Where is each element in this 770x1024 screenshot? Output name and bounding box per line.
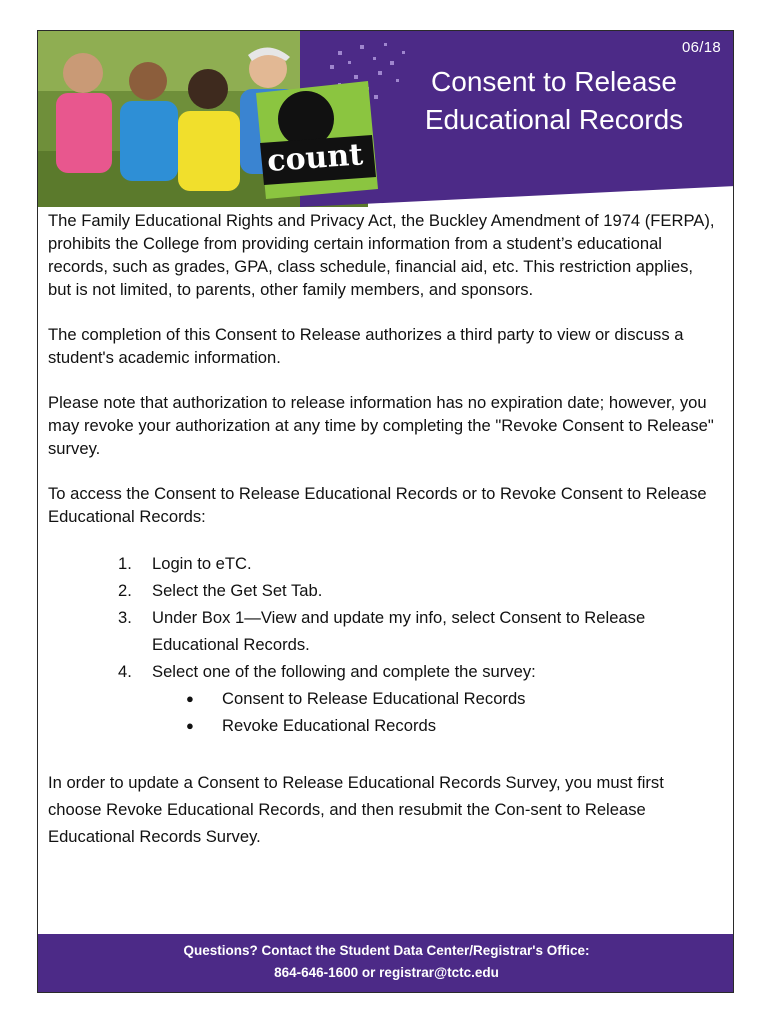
steps-list xyxy=(48,550,718,685)
step-item xyxy=(48,604,718,658)
update-note: In order to update a Consent to Release Educational Records Survey, you must first choose Revoke Educational Records, and then resubmit the Con-sent to Release Educational Records Survey. xyxy=(48,773,664,846)
step-text: Select one of the following and complete the survey: xyxy=(152,662,536,681)
bullet-icon: ● xyxy=(186,691,194,706)
third-party-paragraph: The completion of this Consent to Release authorizes a third party to view or discuss a student's academic information. xyxy=(48,325,684,367)
option-text: Consent to Release Educational Records xyxy=(222,689,526,708)
step-item xyxy=(48,658,718,685)
document-date: 06/18 xyxy=(681,39,721,56)
title-line-1: Consent to Release xyxy=(431,66,677,97)
step-number: 2. xyxy=(118,581,132,600)
step-number: 4. xyxy=(118,662,132,681)
survey-options-list xyxy=(48,685,718,739)
footer-line-1: Questions? Contact the Student Data Center/Registrar's Office: xyxy=(183,943,590,958)
step-number: 1. xyxy=(118,554,132,573)
bullet-icon: ● xyxy=(186,718,194,733)
option-item xyxy=(48,685,718,712)
step-item xyxy=(48,550,718,577)
expiration-paragraph: Please note that authorization to release information has no expiration date; however, you may revoke your authorization at any time by completing the "Revoke Consent to Release" survey. xyxy=(48,393,714,458)
title-line-2: Educational Records xyxy=(424,104,684,135)
option-text: Revoke Educational Records xyxy=(222,716,436,735)
step-text: Select the Get Set Tab. xyxy=(152,581,323,600)
option-item xyxy=(48,712,718,739)
document-page xyxy=(37,30,734,993)
contact-footer xyxy=(38,934,734,992)
access-instructions-paragraph: To access the Consent to Release Educational Records or to Revoke Consent to Release Educational Records: xyxy=(48,484,707,526)
step-text: Login to eTC. xyxy=(152,554,252,573)
step-item xyxy=(48,577,718,604)
footer-contact[interactable]: 864-646-1600 or registrar@tctc.edu xyxy=(274,965,499,980)
count-logo xyxy=(256,81,378,199)
document-title xyxy=(394,63,714,139)
logo-text: count xyxy=(266,137,365,179)
document-body xyxy=(48,209,718,850)
ferpa-paragraph: The Family Educational Rights and Privacy Act, the Buckley Amendment of 1974 (FERPA), prohibits the College from providing certain information from a student’s educational records, such as grades, GPA, class schedule, financial aid, etc. This restriction applies, but is not limited, to parents, other family members, and sponsors. xyxy=(48,211,715,299)
step-number: 3. xyxy=(118,608,132,627)
step-text: Under Box 1—View and update my info, select Consent to Release Educational Records. xyxy=(152,608,646,654)
header-banner xyxy=(38,31,734,207)
